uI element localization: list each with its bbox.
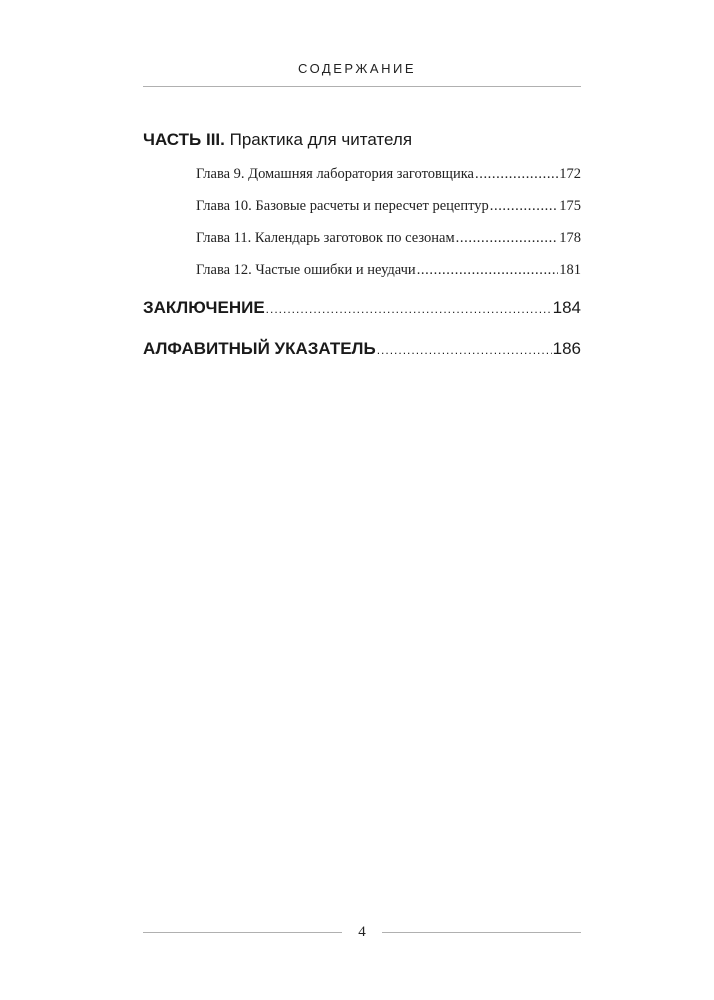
section-title: АЛФАВИТНЫЙ УКАЗАТЕЛЬ xyxy=(143,339,376,358)
toc-chapter-10[interactable] xyxy=(196,190,581,222)
dot-leader xyxy=(456,222,559,254)
page-number: 4 xyxy=(358,923,366,940)
toc-conclusion[interactable] xyxy=(143,288,581,329)
footer-rule-left xyxy=(143,932,342,933)
dot-leader xyxy=(377,330,552,370)
dot-leader xyxy=(266,289,552,329)
section-page-number: 184 xyxy=(552,298,581,317)
part-heading[interactable] xyxy=(143,126,581,154)
dot-leader xyxy=(475,158,558,190)
toc-chapter-11[interactable] xyxy=(196,222,581,254)
toc-chapter-9[interactable] xyxy=(196,158,581,190)
page-header-title: СОДЕРЖАНИЕ xyxy=(297,61,416,76)
footer-rule-right xyxy=(382,932,581,933)
table-of-contents xyxy=(143,126,581,370)
chapter-title: Глава 12. Частые ошибки и неудачи xyxy=(196,262,416,278)
page-footer xyxy=(143,922,581,942)
dot-leader xyxy=(490,190,559,222)
chapter-page-number: 181 xyxy=(559,262,581,278)
part-title: Практика для читателя xyxy=(229,130,413,149)
section-page-number: 186 xyxy=(552,339,581,358)
toc-chapter-12[interactable] xyxy=(196,254,581,286)
chapter-page-number: 178 xyxy=(559,230,581,246)
dot-leader xyxy=(417,254,559,286)
part-label: ЧАСТЬ III. xyxy=(143,130,225,149)
chapter-title: Глава 10. Базовые расчеты и пересчет рецептур xyxy=(196,198,489,214)
section-title: ЗАКЛЮЧЕНИЕ xyxy=(143,298,265,317)
toc-index[interactable] xyxy=(143,329,581,370)
chapter-page-number: 172 xyxy=(559,166,581,182)
chapter-title: Глава 9. Домашняя лаборатория заготовщика xyxy=(196,166,474,182)
header-divider xyxy=(143,86,581,87)
chapter-title: Глава 11. Календарь заготовок по сезонам xyxy=(196,230,455,246)
chapter-page-number: 175 xyxy=(559,198,581,214)
